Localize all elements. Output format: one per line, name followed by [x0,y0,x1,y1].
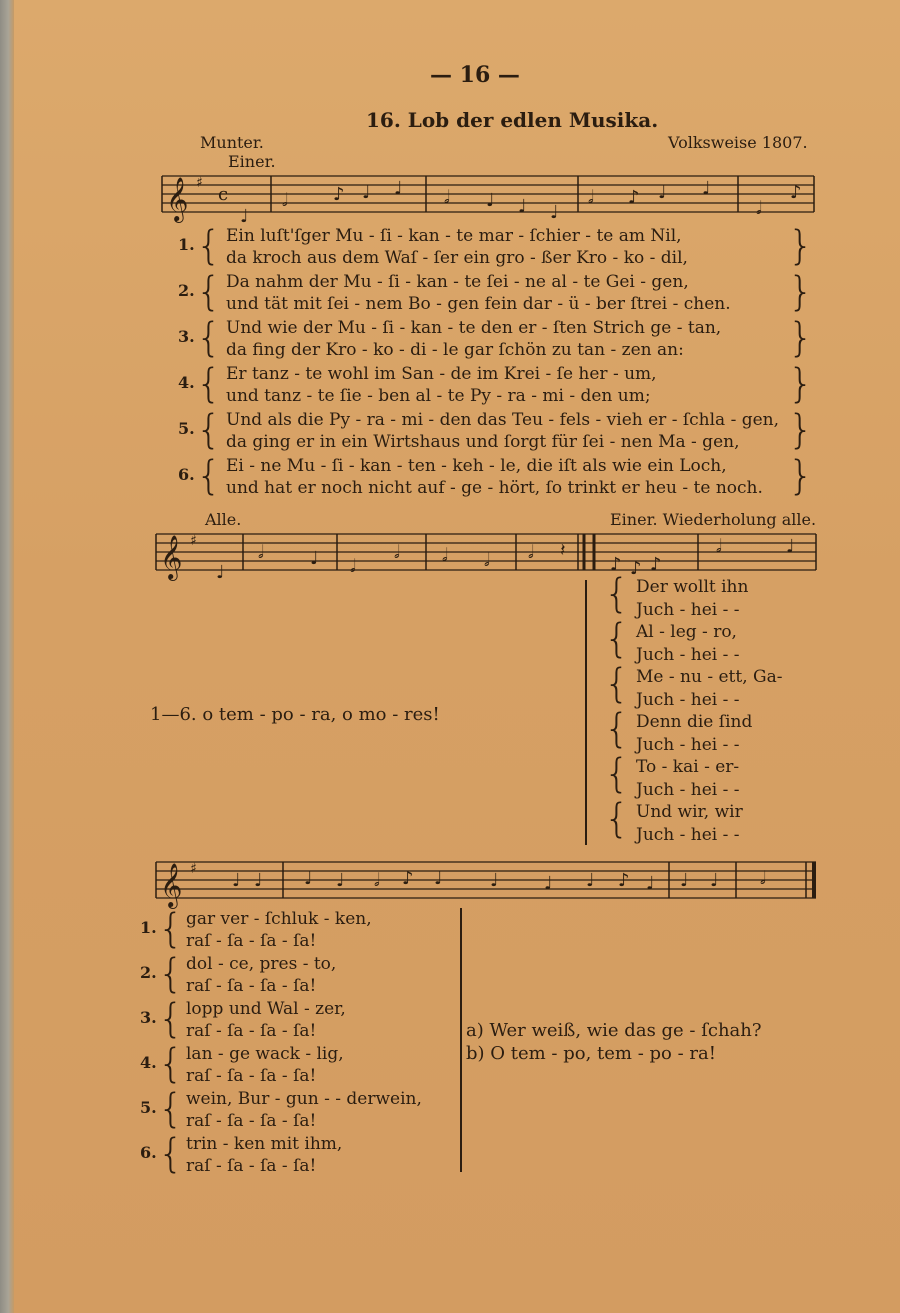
sharp-icon: ♯ [190,861,197,877]
refrain-line: Me - nu - ett, Ga- [636,667,783,687]
svg-text:♪: ♪ [790,182,802,203]
brace-icon: { [158,1041,184,1087]
svg-text:♩: ♩ [544,873,553,894]
verse-number: 3. [140,1008,157,1027]
refrain-line: Al - leg - ro, [636,622,737,642]
refrain-line: Und wir, wir [636,802,743,822]
verse-line: Und als die Py - ra - mi - den das Teu - fels - vieh er - ſchla - gen, [226,410,780,430]
refrain-line: Denn die ſind [636,712,753,732]
verse-line: raſ - ſa - ſa - ſa! [186,1066,317,1086]
brace-icon: { [158,951,184,997]
svg-text:♪: ♪ [618,870,630,891]
refrain-line: Juch - hei - - [636,734,740,755]
sharp-icon: ♯ [190,533,197,549]
svg-text:♪: ♪ [333,184,345,205]
svg-text:♩: ♩ [394,178,403,199]
repeat-label: Einer. Wiederholung alle. [610,510,817,529]
verse-line: da kroch aus dem Waſ - ſer ein gro - ßer Kro - ko - dil, [226,248,688,268]
svg-text:♩: ♩ [216,562,225,583]
verse-line: und hat er noch nicht auf - ge - hört, ſo trinkt er heu - te noch. [226,478,763,498]
svg-text:𝅗𝅥: 𝅗𝅥 [484,550,490,571]
brace-icon: { [158,996,184,1042]
brace-icon: { [196,269,222,315]
svg-text:♩: ♩ [254,870,263,891]
svg-text:♩: ♩ [304,868,313,889]
refrain-line: Juch - hei - - [636,644,740,665]
sharp-icon: ♯ [196,175,203,191]
svg-text:♩: ♩ [434,868,443,889]
verse-line: raſ - ſa - ſa - ſa! [186,976,317,996]
svg-text:𝅗𝅥: 𝅗𝅥 [760,868,766,889]
verse-line: trin - ken mit ihm, [186,1134,343,1154]
treble-clef-icon: 𝄞 [160,535,183,579]
verse-line: raſ - ſa - ſa - ſa! [186,931,317,951]
verse-line: Er tanz - te wohl im San - de im Krei - ſe her - um, [226,364,657,384]
verse-number: 5. [178,419,195,438]
svg-text:𝅗𝅥: 𝅗𝅥 [756,198,762,219]
refrain-line: Juch - hei - - [636,824,740,845]
brace-close-icon: } [788,407,814,453]
verse-number: 5. [140,1098,157,1117]
svg-text:♩: ♩ [586,870,595,891]
verse-number: 6. [178,465,195,484]
verse-line: da ging er in ein Wirtshaus und ſorgt für ſei - nen Ma - gen, [226,432,740,452]
verse-line: dol - ce, pres - to, [186,954,337,974]
verse-number: 1. [178,235,195,254]
verse-line: und tanz - te ſie - ben al - te Py - ra - mi - den um; [226,386,651,406]
svg-text:𝅗𝅥: 𝅗𝅥 [282,190,288,211]
svg-text:𝅗𝅥: 𝅗𝅥 [588,187,594,208]
music-staff-3 [150,856,820,916]
brace-icon: { [158,1086,184,1132]
verse-line: Ei - ne Mu - ſi - kan - ten - keh - le, die iſt als wie ein Loch, [226,456,727,476]
book-spine [0,0,14,1313]
brace-close-icon: } [788,223,814,269]
brace-close-icon: } [788,315,814,361]
brace-icon: { [196,453,222,499]
svg-text:𝅗𝅥: 𝅗𝅥 [528,542,534,563]
refrain-text: 1—6. o tem - po - ra, o mo - res! [150,704,440,725]
svg-text:♩: ♩ [646,873,655,894]
verse-line: und tät mit ſei - nem Bo - gen fein dar - ü - ber ſtrei - chen. [226,294,731,314]
refrain-line: Juch - hei - - [636,599,740,620]
svg-text:♪: ♪ [610,554,622,575]
svg-text:♪: ♪ [630,558,642,579]
verse-line: Da nahm der Mu - ſi - kan - te ſei - ne al - te Gei - gen, [226,272,689,292]
brace-close-icon: } [788,361,814,407]
first-voice-label: Einer. [228,152,276,171]
verse-number: 3. [178,327,195,346]
svg-text:♩: ♩ [710,870,719,891]
svg-text:𝄽: 𝄽 [560,540,566,561]
column-divider [585,580,587,845]
brace-icon: { [604,706,630,752]
svg-text:♩: ♩ [336,870,345,891]
brace-icon: { [604,616,630,662]
verse-number: 2. [178,281,195,300]
svg-text:𝅗𝅥: 𝅗𝅥 [350,556,356,577]
svg-text:♩: ♩ [490,870,499,891]
tempo-marking: Munter. [200,133,264,152]
svg-text:♩: ♩ [362,182,371,203]
svg-text:♩: ♩ [310,548,319,569]
column-divider-2 [460,908,462,1172]
page-number: — 16 — [430,62,520,88]
svg-text:♪: ♪ [628,187,640,208]
refrain-line: To - kai - er- [636,757,740,777]
verse-line: Und wie der Mu - ſi - kan - te den er - ſten Strich ge - tan, [226,318,722,338]
svg-text:♩: ♩ [550,202,559,223]
refrain-line: Der wollt ihn [636,577,749,597]
svg-text:♩: ♩ [486,190,495,211]
svg-text:𝅗𝅥: 𝅗𝅥 [258,542,264,563]
brace-icon: { [604,661,630,707]
all-label: Alle. [205,510,242,529]
verse-number: 4. [140,1053,157,1072]
svg-text:♩: ♩ [680,870,689,891]
svg-text:♩: ♩ [232,870,241,891]
brace-icon: { [604,796,630,842]
song-title: 16. Lob der edlen Musika. [366,108,659,132]
brace-icon: { [196,407,222,453]
svg-text:♩: ♩ [786,536,795,557]
verse-line: lopp und Wal - zer, [186,999,346,1019]
svg-text:♪: ♪ [650,554,662,575]
ending-a: a) Wer weiß, wie das ge - ſchah? [466,1020,762,1041]
svg-text:♩: ♩ [658,182,667,203]
svg-text:♩: ♩ [240,206,249,227]
source-note: Volksweise 1807. [668,133,808,152]
verse-number: 2. [140,963,157,982]
refrain-line: Juch - hei - - [636,779,740,800]
brace-icon: { [604,751,630,797]
brace-icon: { [158,1131,184,1177]
treble-clef-icon: 𝄞 [160,863,183,907]
treble-clef-icon: 𝄞 [166,177,189,221]
verse-number: 6. [140,1143,157,1162]
verse-number: 1. [140,918,157,937]
svg-text:𝅗𝅥: 𝅗𝅥 [394,542,400,563]
brace-icon: { [158,906,184,952]
svg-text:♩: ♩ [702,178,711,199]
verse-number: 4. [178,373,195,392]
brace-icon: { [604,571,630,617]
brace-icon: { [196,315,222,361]
svg-text:𝅗𝅥: 𝅗𝅥 [442,545,448,566]
verse-line: raſ - ſa - ſa - ſa! [186,1021,317,1041]
brace-icon: { [196,223,222,269]
svg-text:c: c [218,184,229,205]
svg-text:𝅗𝅥: 𝅗𝅥 [374,870,380,891]
verse-line: raſ - ſa - ſa - ſa! [186,1156,317,1176]
music-staff-1 [158,170,818,230]
svg-text:♩: ♩ [518,196,527,217]
brace-close-icon: } [788,453,814,499]
brace-close-icon: } [788,269,814,315]
verse-line: gar ver - ſchluk - ken, [186,909,372,929]
verse-line: Ein luſt'ſger Mu - ſi - kan - te mar - ſchier - te am Nil, [226,226,682,246]
verse-line: lan - ge wack - lig, [186,1044,344,1064]
verse-line: wein, Bur - gun - - derwein, [186,1089,422,1109]
brace-icon: { [196,361,222,407]
refrain-line: Juch - hei - - [636,689,740,710]
verse-line: da fing der Kro - ko - di - le gar ſchön zu tan - zen an: [226,340,684,360]
verse-line: raſ - ſa - ſa - ſa! [186,1111,317,1131]
svg-text:𝅗𝅥: 𝅗𝅥 [444,187,450,208]
svg-text:♪: ♪ [402,868,414,889]
ending-b: b) O tem - po, tem - po - ra! [466,1043,716,1064]
melody-notes-3 [232,868,766,894]
svg-text:𝅗𝅥: 𝅗𝅥 [716,536,722,557]
